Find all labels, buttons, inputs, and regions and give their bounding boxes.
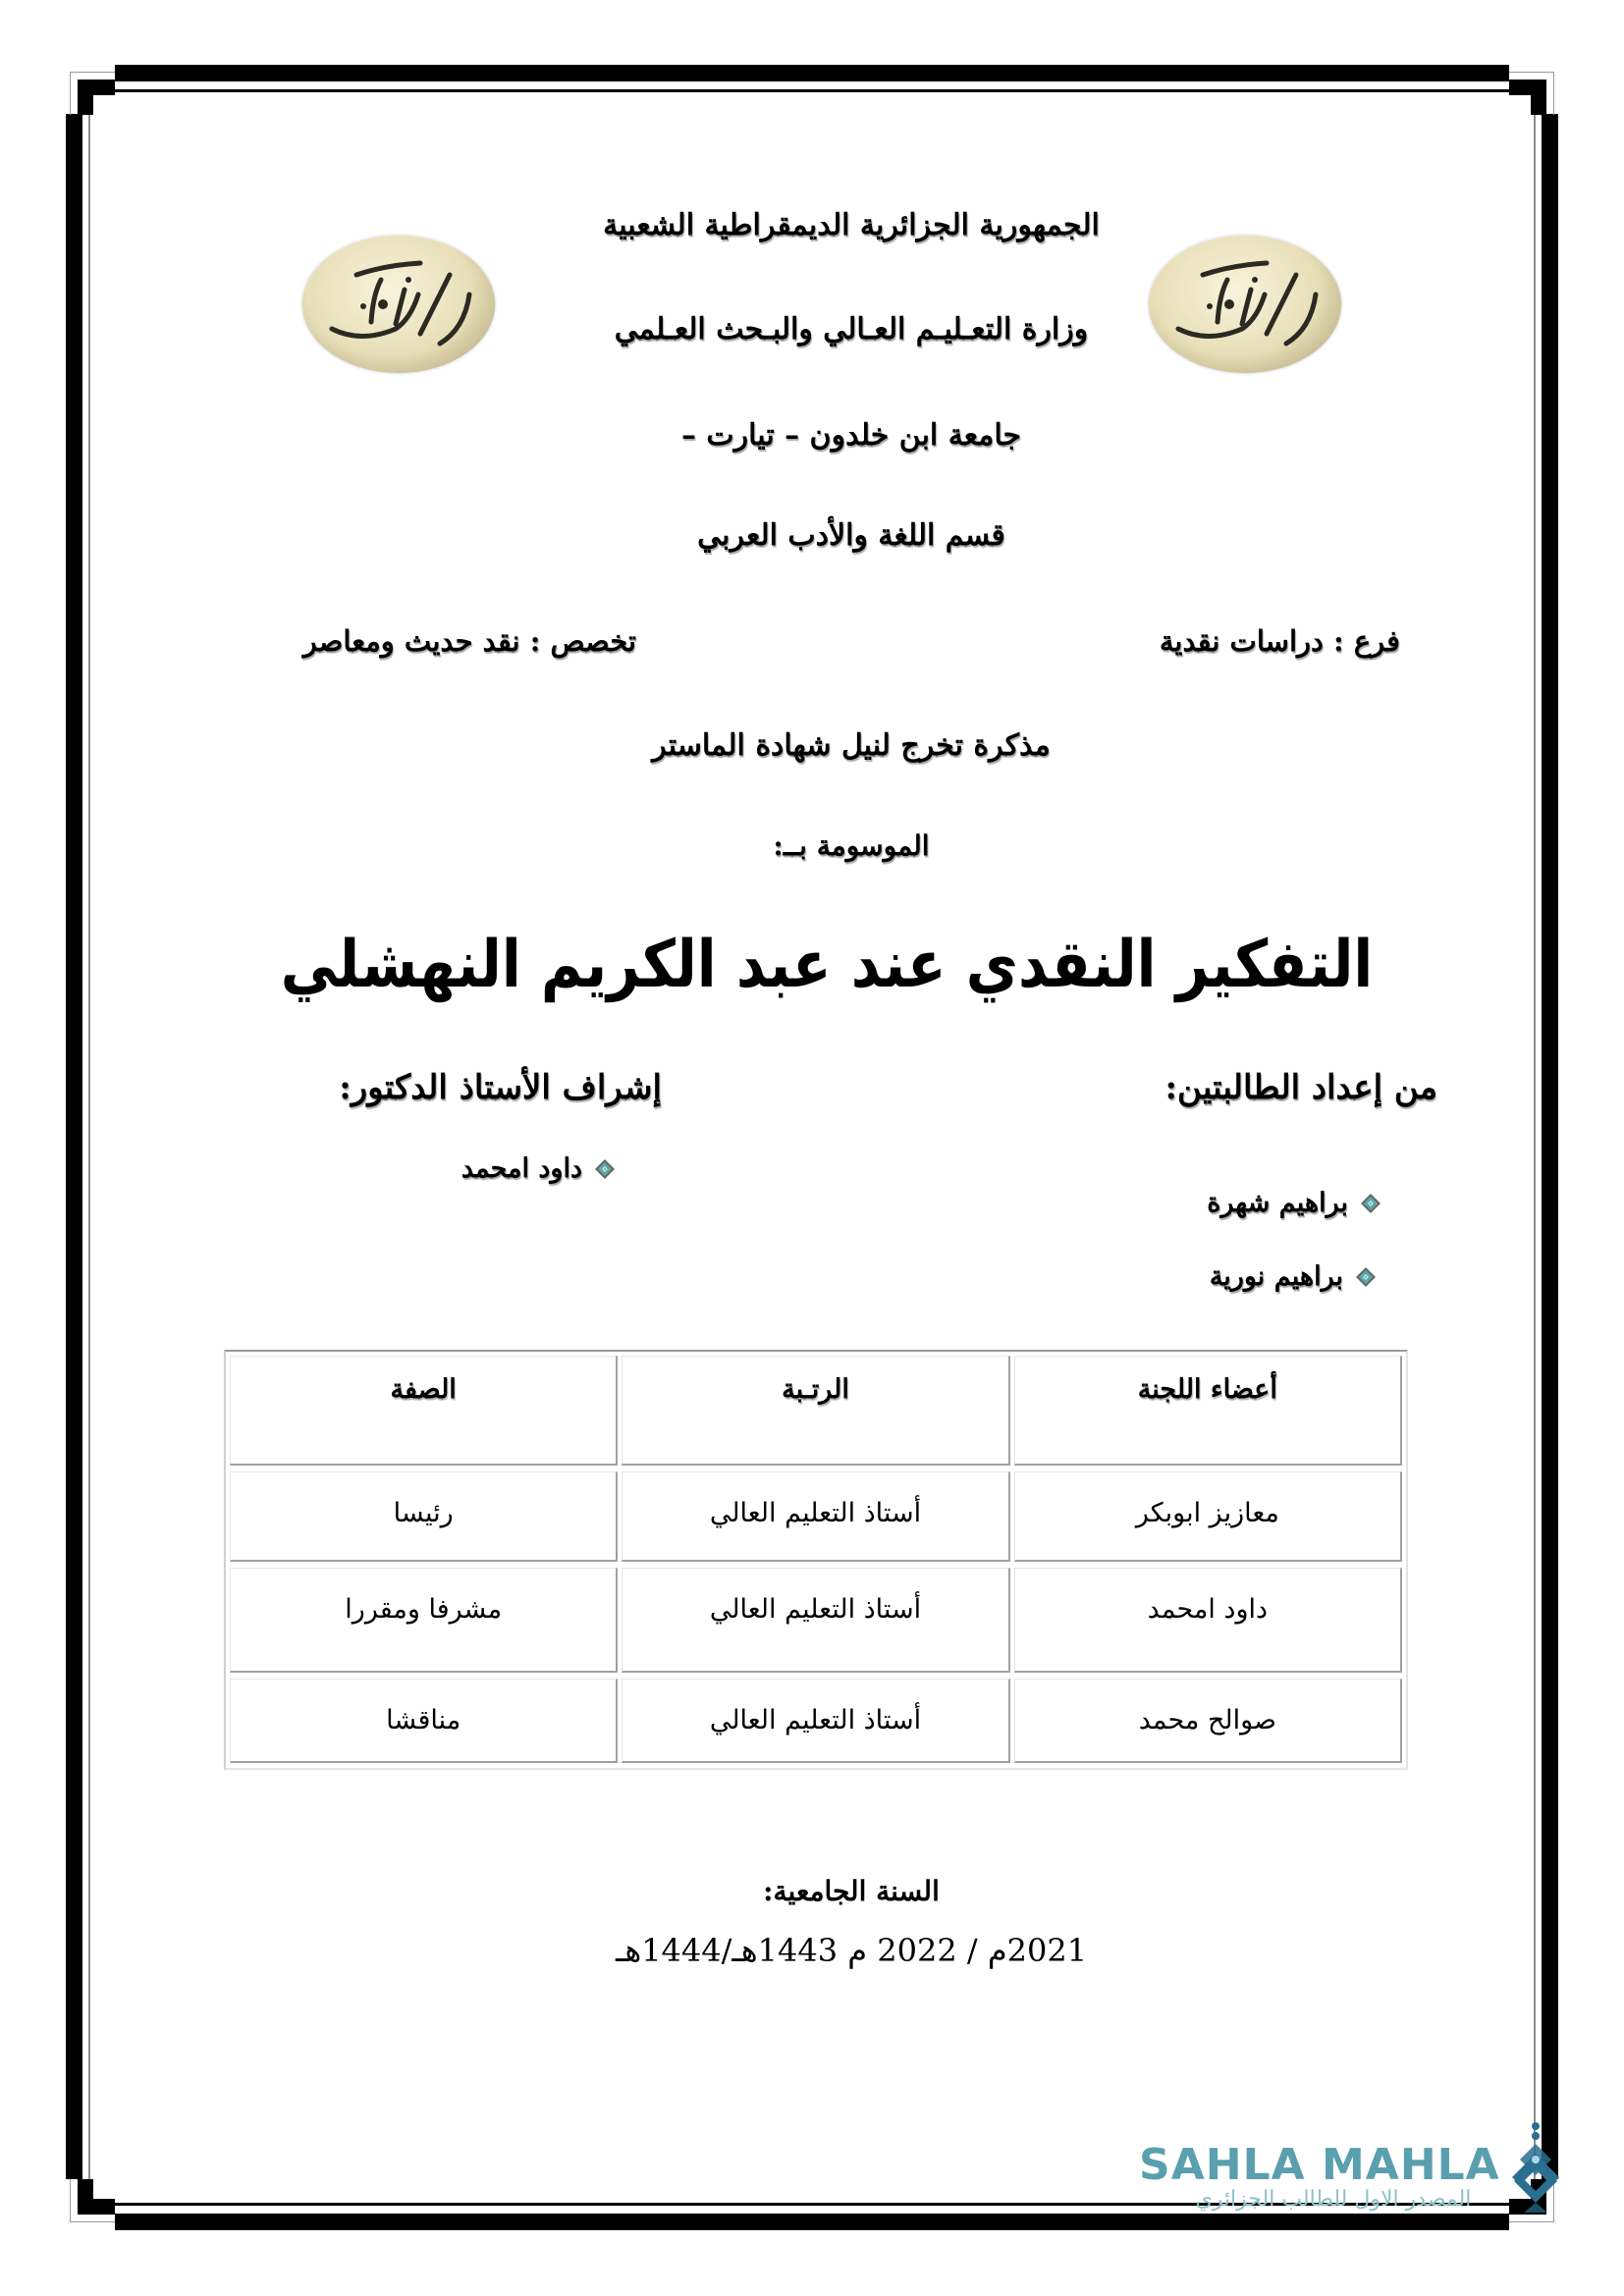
student-name: براهيم شهرة	[1207, 1188, 1348, 1218]
branch-label: فرع : دراسات نقدية	[1159, 624, 1400, 658]
university-heading: جامعة ابن خلدون – تيارت –	[680, 418, 1022, 453]
university-logo-right	[1149, 236, 1341, 373]
student-item	[1207, 1188, 1383, 1218]
calligraphy-seal-icon	[1149, 236, 1341, 373]
diamond-bullet-icon	[1361, 1194, 1380, 1213]
watermark-logo-icon	[1508, 2120, 1577, 2214]
table-header-cell: أعضاء اللجنة	[1014, 1356, 1402, 1466]
table-cell-role: رئيسا	[230, 1471, 618, 1562]
academic-year-label: السنة الجامعية:	[763, 1875, 940, 1907]
table-header-cell: الصفة	[230, 1356, 618, 1466]
supervision-label: إشراف الأستاذ الدكتور:	[339, 1068, 662, 1107]
ministry-heading: وزارة التعـليـم العـالي والبـحث العـلمي	[614, 312, 1089, 347]
frame-corner-outline	[1509, 72, 1554, 115]
frame-corner-outline	[70, 72, 115, 115]
university-logo-left	[302, 236, 495, 373]
specialty-label: تخصص : نقد حديث ومعاصر	[302, 624, 636, 658]
student-name: براهيم نورية	[1209, 1261, 1343, 1292]
committee-table	[224, 1350, 1408, 1770]
prepared-by-label: من إعداد الطالبتين:	[1164, 1068, 1437, 1107]
thesis-title: التفكير النقدي عند عبد الكريم النهشلي	[280, 925, 1374, 1003]
supervisor-name: داود امحمد	[460, 1153, 582, 1184]
academic-year-value: 2021م / 2022 م 1443هـ/1444هـ	[615, 1932, 1088, 1969]
table-header-cell: الرتـبة	[622, 1356, 1009, 1466]
table-cell-role: مناقشا	[230, 1679, 618, 1763]
table-cell-rank: أستاذ التعليم العالي	[622, 1568, 1009, 1673]
table-cell-role: مشرفا ومقررا	[230, 1568, 618, 1673]
calligraphy-seal-icon	[302, 236, 495, 373]
watermark-brand: SAHLA MAHLA	[1139, 2140, 1500, 2190]
watermark-tagline: المصدر الاول للطالب الجزائري	[1195, 2187, 1472, 2212]
frame-corner-outline	[70, 2179, 115, 2222]
diamond-bullet-icon	[595, 1159, 615, 1179]
degree-line: مذكرة تخرج لنيل شهادة الماستر	[652, 728, 1051, 763]
table-cell-rank: أستاذ التعليم العالي	[622, 1471, 1009, 1562]
student-item	[1210, 1261, 1379, 1292]
table-cell-member: معازيز ابوبكر	[1014, 1471, 1402, 1562]
frame-bottom-bar	[115, 2214, 1509, 2230]
table-cell-member: صوالح محمد	[1014, 1679, 1402, 1763]
supervisor-item	[461, 1153, 618, 1184]
diamond-bullet-icon	[1356, 1267, 1376, 1287]
frame-top-bar	[115, 65, 1509, 81]
table-cell-member: داود امحمد	[1014, 1568, 1402, 1673]
entitled-label: الموسومة بــ:	[773, 829, 930, 862]
republic-heading: الجمهورية الجزائرية الديمقراطية الشعبية	[603, 208, 1100, 242]
table-cell-rank: أستاذ التعليم العالي	[622, 1679, 1009, 1763]
frame-top-line	[115, 89, 1509, 92]
department-heading: قسم اللغة والأدب العربي	[697, 518, 1005, 553]
